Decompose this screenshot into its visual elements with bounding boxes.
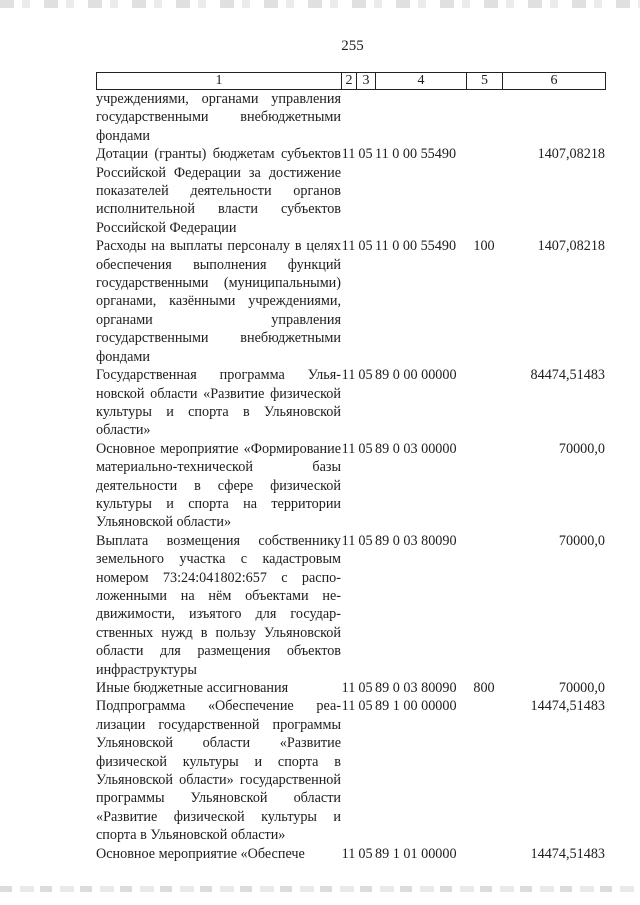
column-header-table: [96, 72, 606, 90]
row-target-code: 89 0 03 00000: [375, 440, 457, 457]
row-expense-type: [466, 532, 502, 679]
row-section: 11: [341, 238, 356, 255]
column-header-3: 3: [357, 73, 376, 90]
row-subsection: 05: [358, 146, 373, 163]
row-amount: 84474,51483: [530, 367, 605, 384]
row-name: Государственная программа Ульяновской области «Развитие физической культуры и спорта в Ульяновской области»: [96, 367, 341, 439]
row-expense-type: [466, 145, 502, 237]
row-expense-type: [466, 90, 502, 145]
row-expense-type: 800: [473, 680, 495, 696]
row-name: Выплата возмещения собственнику земельного участка с кадастровым номером 73:24:041802:657 с расположенными на нём объектами недвижимости, изъятого для государственных нужд в пользу Ульяновской области для размещения объектов инфраструктуры: [96, 532, 341, 678]
row-subsection: 05: [358, 680, 373, 696]
row-target-code: [375, 90, 466, 145]
table-row: [96, 845, 605, 863]
row-amount: 1407,08218: [537, 146, 605, 163]
row-section: 11: [341, 146, 356, 163]
row-name: Дотации (гранты) бюджетам субъектов Российской Федерации за достижение показателей деятельности органов исполнительной власти субъектов Российской Федерации: [96, 146, 341, 236]
row-amount: 70000,0: [558, 532, 605, 549]
page-number: 255: [341, 38, 364, 54]
row-amount: 1407,08218: [537, 238, 605, 255]
row-name: учреждениями, органами управления государственными внебюджетными фондами: [96, 91, 341, 144]
row-amount: 14474,51483: [530, 698, 605, 715]
scan-edge-top: [0, 0, 640, 8]
table-row: [96, 145, 605, 237]
row-subsection: 05: [358, 440, 373, 457]
row-target-code: 11 0 00 55490: [375, 146, 457, 163]
row-subsection: 05: [358, 532, 373, 549]
row-amount: [502, 90, 605, 145]
table-row: [96, 237, 605, 366]
row-target-code: 89 1 01 00000: [375, 845, 457, 862]
column-header-5: 5: [467, 73, 503, 90]
column-header-4: 4: [376, 73, 467, 90]
row-name: Основное мероприятие «Обеспече: [96, 845, 305, 862]
table-row: [96, 440, 605, 532]
scan-edge-bottom: [0, 886, 640, 892]
row-section: [341, 90, 356, 145]
row-expense-type: 100: [473, 238, 495, 255]
row-target-code: 89 1 00 00000: [375, 698, 457, 715]
row-target-code: 89 0 03 80090: [375, 680, 457, 696]
row-name: Основное мероприятие «Формирование материально-технической базы деятельности в сфере физической культуры и спорта на территории Ульяновской области»: [96, 440, 341, 531]
column-header-6: 6: [503, 73, 606, 90]
row-subsection: [356, 90, 375, 145]
row-section: 11: [341, 680, 356, 696]
table-row: [96, 697, 605, 844]
row-section: 11: [341, 532, 356, 549]
row-target-code: 89 0 03 80090: [375, 532, 457, 549]
row-target-code: 89 0 00 00000: [375, 367, 457, 384]
row-subsection: 05: [358, 845, 373, 862]
table-row: [96, 90, 605, 145]
row-amount: 70000,0: [558, 680, 605, 696]
table-row: [96, 679, 605, 697]
column-header-2: 2: [342, 73, 357, 90]
column-header-1: 1: [97, 73, 342, 90]
row-amount: 70000,0: [558, 440, 605, 457]
row-amount: 14474,51483: [530, 845, 605, 862]
row-expense-type: [466, 366, 502, 440]
row-target-code: 11 0 00 55490: [375, 238, 457, 255]
column-header-row: [97, 73, 606, 90]
row-section: 11: [341, 440, 356, 457]
row-subsection: 05: [358, 238, 373, 255]
row-name: Подпрограмма «Обеспечение реализации государственной программы Ульяновской области «Развитие физической культуры и спорта в Ульяновской области» государственной программы Ульяновской области «Развитие физической культуры и спорта в Ульяновской области»: [96, 698, 341, 844]
table-row: [96, 366, 605, 440]
row-expense-type: [466, 845, 502, 863]
row-expense-type: [466, 697, 502, 844]
row-name: Иные бюджетные ассигнования: [96, 680, 289, 696]
row-subsection: 05: [358, 698, 373, 715]
row-name: Расходы на выплаты персоналу в целях обеспечения выполнения функций государственными (муниципальными) органами, казёнными учреждениями, органами управления государственными внебюджетными фондами: [96, 238, 341, 365]
table-row: [96, 532, 605, 679]
row-section: 11: [341, 367, 356, 384]
row-subsection: 05: [358, 367, 373, 384]
row-section: 11: [341, 698, 356, 715]
row-expense-type: [466, 440, 502, 532]
budget-table-body: [96, 90, 605, 863]
row-section: 11: [341, 845, 356, 862]
